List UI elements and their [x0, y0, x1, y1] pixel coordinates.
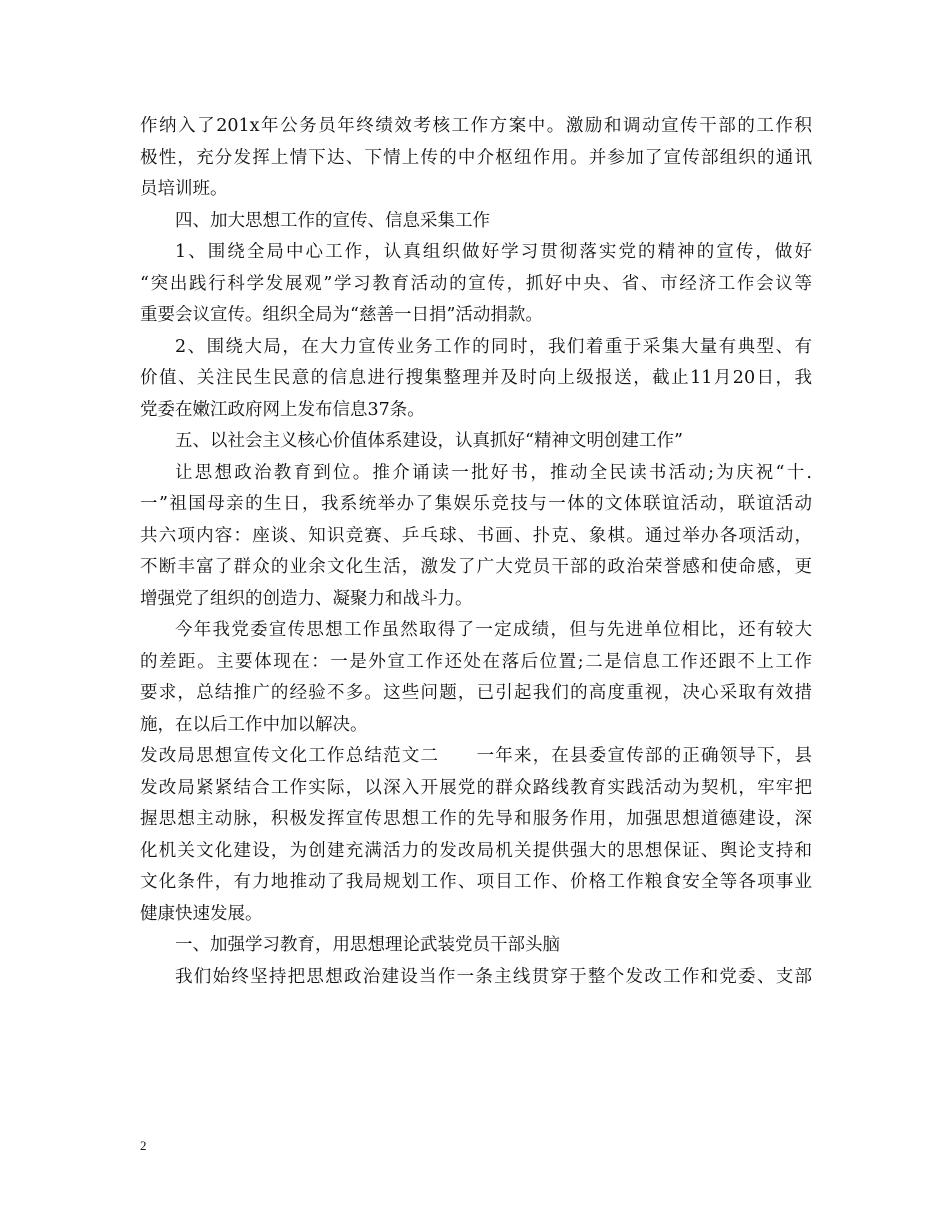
text-line: 极性，充分发挥上情下达、下情上传的中介枢纽作用。并参加了宣传部组织的通讯	[140, 147, 812, 168]
text-line: 员培训班。	[140, 179, 228, 199]
text-line: 1、围绕全局中心工作，认真组织做好学习贯彻落实党的精神的宣传，做好	[175, 242, 812, 262]
document-body	[140, 111, 812, 993]
paragraph	[140, 332, 812, 427]
text-line: 重要会议宣传。组织全局为“慈善一日捐”活动捐款。	[140, 305, 543, 325]
text-line: 的差距。主要体现在：一是外宣工作还处在落后位置;二是信息工作还跟不上工作	[140, 651, 812, 672]
text-line: 健康快速发展。	[140, 903, 263, 924]
text-line: 今年我党委宣传思想工作虽然取得了一定成绩，但与先进单位相比，还有较大	[175, 620, 812, 640]
section-heading: 四、加大思想工作的宣传、信息采集工作	[175, 210, 490, 231]
text-line: 我们始终坚持把思想政治建设当作一条主线贯穿于整个发改工作和党委、支部	[175, 966, 812, 987]
paragraph	[140, 237, 812, 332]
text-line: 不断丰富了群众的业余文化生活，激发了广大党员干部的政治荣誉感和使命感，更	[140, 557, 812, 577]
section-heading: 五、以社会主义核心价值体系建设，认真抓好“精神文明创建工作”	[175, 431, 683, 451]
text-line: 化机关文化建设，为创建充满活力的发改局机关提供强大的思想保证、舆论支持和	[140, 840, 812, 861]
text-line: 施，在以后工作中加以解决。	[140, 714, 368, 735]
text-line: 一”祖国母亲的生日，我系统举办了集娱乐竞技与一体的文体联谊活动，联谊活动	[140, 494, 812, 514]
paragraph	[140, 615, 812, 741]
paragraph	[140, 111, 812, 206]
text-line: 发改局紧紧结合工作实际，以深入开展党的群众路线教育实践活动为契机，牢牢把	[140, 777, 812, 798]
text-line: 发改局思想宣传文化工作总结范文二 一年来，在县委宣传部的正确领导下，县	[140, 746, 812, 766]
text-line: 增强党了组织的创造力、凝聚力和战斗力。	[140, 588, 473, 609]
paragraph	[140, 962, 812, 994]
paragraph	[140, 741, 812, 930]
text-line: 价值、关注民生民意的信息进行搜集整理并及时向上级报送，截止11月20日，我	[140, 368, 812, 388]
text-line: “突出践行科学发展观”学习教育活动的宣传，抓好中央、省、市经济工作会议等	[140, 273, 812, 294]
page-number: 2	[140, 1138, 147, 1153]
text-line: 党委在嫩江政府网上发布信息37条。	[140, 399, 425, 420]
text-line: 作纳入了201x年公务员年终绩效考核工作方案中。激励和调动宣传干部的工作积	[140, 116, 812, 136]
paragraph	[140, 458, 812, 616]
text-line: 文化条件，有力地推动了我局规划工作、项目工作、价格工作粮食安全等各项事业	[140, 872, 812, 892]
text-line: 让思想政治教育到位。推介诵读一批好书，推动全民读书活动;为庆祝“十.	[175, 462, 812, 483]
text-line: 要求，总结推广的经验不多。这些问题，已引起我们的高度重视，决心采取有效措	[140, 683, 812, 703]
text-line: 握思想主动脉，积极发挥宣传思想工作的先导和服务作用，加强思想道德建设，深	[140, 809, 812, 829]
section-heading: 一、加强学习教育，用思想理论武装党员干部头脑	[175, 935, 560, 955]
text-line: 共六项内容：座谈、知识竞赛、乒乓球、书画、扑克、象棋。通过举办各项活动，	[140, 525, 812, 546]
text-line: 2、围绕大局，在大力宣传业务工作的同时，我们着重于采集大量有典型、有	[175, 336, 812, 357]
